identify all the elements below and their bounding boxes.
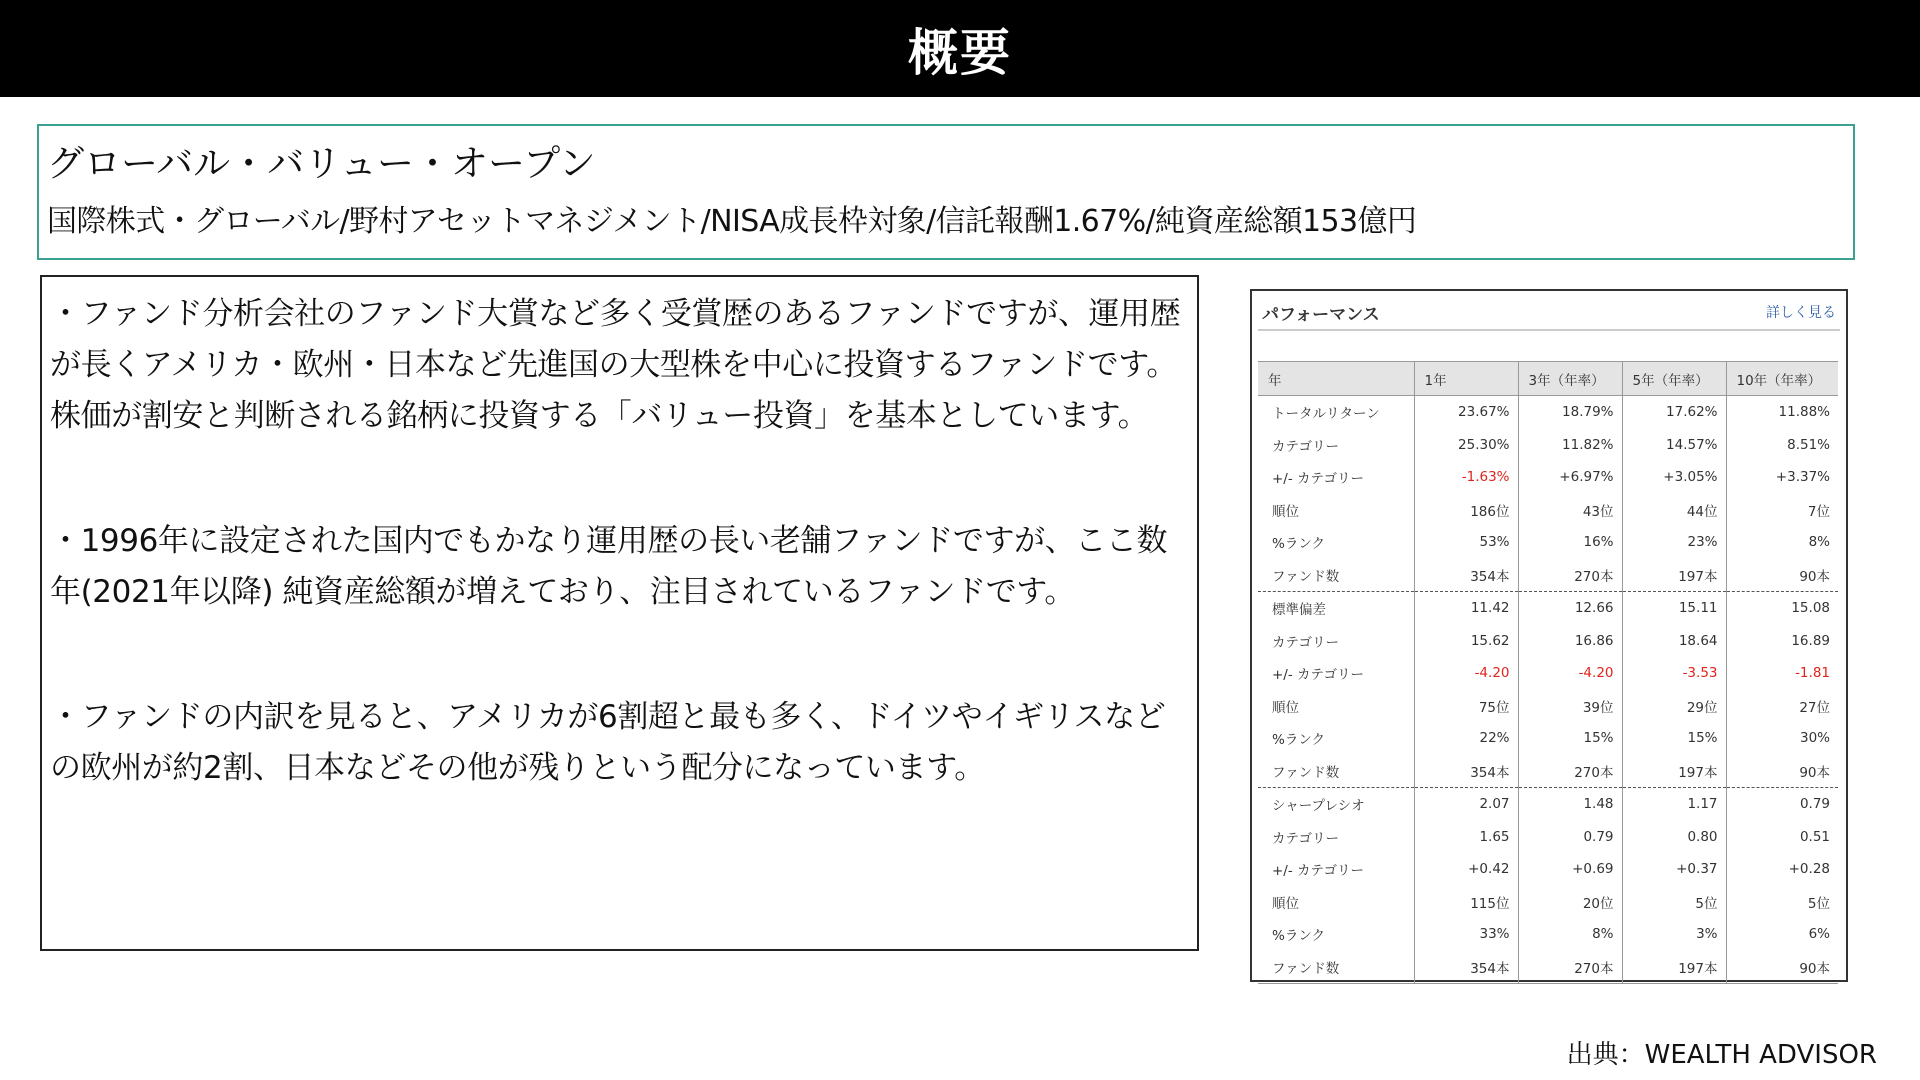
divider [1258, 329, 1840, 331]
table-row [1258, 625, 1838, 658]
table-cell: 354本 [1414, 951, 1518, 984]
table-cell: 197本 [1622, 755, 1726, 788]
table-cell: 8.51% [1726, 429, 1838, 462]
description-paragraph: ・1996年に設定された国内でもかなり運用歴の長い老舗ファンドですが、ここ数年(2021年以降) 純資産総額が増えており、注目されているファンドです。 [50, 523, 1168, 610]
table-cell: 16.89 [1726, 625, 1838, 658]
table-cell: 15% [1622, 722, 1726, 755]
fund-summary-box [37, 124, 1855, 260]
table-cell: 8% [1726, 526, 1838, 559]
performance-title: パフォーマンス [1262, 304, 1380, 325]
table-cell: +0.69 [1518, 853, 1622, 886]
row-label: カテゴリー [1272, 830, 1339, 847]
performance-table-body [1258, 396, 1838, 984]
table-cell: 6% [1726, 918, 1838, 951]
table-cell: 90本 [1726, 951, 1838, 984]
column-header: 1年 [1414, 362, 1518, 396]
row-label: 順位 [1272, 699, 1299, 716]
description-paragraph: ・ファンドの内訳を見ると、アメリカが6割超と最も多く、ドイツやイギリスなどの欧州が約2割、日本などその他が残りという配分になっています。 [50, 699, 1166, 786]
performance-panel [1250, 289, 1848, 982]
table-row [1258, 690, 1838, 723]
table-cell: 44位 [1622, 494, 1726, 527]
row-label: シャープレシオ [1258, 788, 1414, 821]
table-cell: 15.11 [1622, 592, 1726, 625]
table-cell: 29位 [1622, 690, 1726, 723]
description-box [40, 275, 1199, 951]
table-cell: -1.63% [1414, 461, 1518, 494]
table-cell: 15% [1518, 722, 1622, 755]
table-cell: -4.20 [1414, 657, 1518, 690]
performance-table [1258, 361, 1838, 984]
table-cell: 1.65 [1414, 821, 1518, 854]
row-label: カテゴリー [1272, 634, 1339, 651]
table-cell: +6.97% [1518, 461, 1622, 494]
table-cell: 75位 [1414, 690, 1518, 723]
table-cell: 53% [1414, 526, 1518, 559]
table-cell: -4.20 [1518, 657, 1622, 690]
table-cell: 11.42 [1414, 592, 1518, 625]
table-cell: 23% [1622, 526, 1726, 559]
table-cell: 17.62% [1622, 396, 1726, 429]
column-header: 3年（年率） [1518, 362, 1622, 396]
table-row [1258, 918, 1838, 951]
table-cell: 197本 [1622, 559, 1726, 592]
table-cell: +0.42 [1414, 853, 1518, 886]
table-cell: 0.79 [1726, 788, 1838, 821]
table-row [1258, 429, 1838, 462]
column-header: 10年（年率） [1726, 362, 1838, 396]
table-cell: +3.05% [1622, 461, 1726, 494]
table-cell: 27位 [1726, 690, 1838, 723]
table-cell: -1.81 [1726, 657, 1838, 690]
table-cell: 0.80 [1622, 821, 1726, 854]
row-label: 順位 [1272, 895, 1299, 912]
table-row [1258, 788, 1838, 821]
row-label: +/- カテゴリー [1272, 667, 1364, 684]
table-cell: 5位 [1622, 886, 1726, 919]
table-cell: 2.07 [1414, 788, 1518, 821]
table-row [1258, 755, 1838, 788]
table-cell: 15.62 [1414, 625, 1518, 658]
table-cell: 270本 [1518, 951, 1622, 984]
table-cell: 0.79 [1518, 821, 1622, 854]
table-row [1258, 951, 1838, 984]
table-cell: 115位 [1414, 886, 1518, 919]
row-label: トータルリターン [1272, 406, 1380, 423]
table-cell: +3.37% [1726, 461, 1838, 494]
table-cell: 16% [1518, 526, 1622, 559]
table-cell: 11.82% [1518, 429, 1622, 462]
table-header-row [1258, 362, 1838, 396]
row-label: ファンド数 [1272, 764, 1340, 781]
table-cell: 354本 [1414, 559, 1518, 592]
column-header: 5年（年率） [1622, 362, 1726, 396]
row-label: %ランク [1272, 536, 1326, 553]
table-cell: -3.53 [1622, 657, 1726, 690]
table-row [1258, 592, 1838, 625]
table-cell: 354本 [1414, 755, 1518, 788]
description-paragraph: ・ファンド分析会社のファンド大賞など多く受賞歴のあるファンドですが、運用歴が長くアメリカ・欧州・日本など先進国の大型株を中心に投資するファンドです。 株価が割安と判断される銘柄に投資する「バリュー投資」を基本としています。 [50, 296, 1181, 434]
table-cell: 1.17 [1622, 788, 1726, 821]
table-cell: 7位 [1726, 494, 1838, 527]
table-cell: 90本 [1726, 755, 1838, 788]
table-cell: 30% [1726, 722, 1838, 755]
table-cell: +0.28 [1726, 853, 1838, 886]
table-cell: 197本 [1622, 951, 1726, 984]
table-cell: 5位 [1726, 886, 1838, 919]
table-cell: 3% [1622, 918, 1726, 951]
table-row [1258, 722, 1838, 755]
table-cell: 0.51 [1726, 821, 1838, 854]
performance-header [1258, 295, 1840, 329]
table-cell: 18.79% [1518, 396, 1622, 429]
page-title: 概要 [908, 23, 1012, 82]
table-cell: 18.64 [1622, 625, 1726, 658]
table-row [1258, 396, 1838, 429]
table-cell: 33% [1414, 918, 1518, 951]
table-cell: 270本 [1518, 559, 1622, 592]
row-label: %ランク [1272, 732, 1326, 749]
table-cell: 8% [1518, 918, 1622, 951]
source-credit: 出典：WEALTH ADVISOR [1566, 1040, 1877, 1070]
table-row [1258, 461, 1838, 494]
row-label: +/- カテゴリー [1272, 471, 1364, 488]
table-row [1258, 559, 1838, 592]
row-label: +/- カテゴリー [1272, 863, 1364, 880]
table-cell: 1.48 [1518, 788, 1622, 821]
table-cell: 16.86 [1518, 625, 1622, 658]
table-cell: 22% [1414, 722, 1518, 755]
column-header: 年 [1258, 362, 1414, 396]
table-row [1258, 494, 1838, 527]
header-bar [0, 0, 1920, 97]
row-label: ファンド数 [1272, 568, 1340, 585]
row-label: 標準偏差 [1258, 592, 1414, 625]
table-cell: 15.08 [1726, 592, 1838, 625]
table-cell: 23.67% [1414, 396, 1518, 429]
table-row [1258, 657, 1838, 690]
details-link[interactable]: 詳しく見る [1766, 305, 1836, 321]
table-cell: 12.66 [1518, 592, 1622, 625]
table-row [1258, 853, 1838, 886]
table-row [1258, 886, 1838, 919]
table-cell: +0.37 [1622, 853, 1726, 886]
table-cell: 39位 [1518, 690, 1622, 723]
table-cell: 14.57% [1622, 429, 1726, 462]
table-row [1258, 526, 1838, 559]
table-cell: 20位 [1518, 886, 1622, 919]
row-label: 順位 [1272, 503, 1299, 520]
table-cell: 186位 [1414, 494, 1518, 527]
fund-meta: 国際株式・グローバル/野村アセットマネジメント/NISA成長枠対象/信託報酬1.67%/純資産総額153億円 [47, 204, 1417, 239]
table-cell: 270本 [1518, 755, 1622, 788]
table-cell: 43位 [1518, 494, 1622, 527]
fund-name: グローバル・バリュー・オープン [47, 142, 596, 185]
row-label: カテゴリー [1272, 438, 1339, 455]
table-cell: 25.30% [1414, 429, 1518, 462]
row-label: %ランク [1272, 928, 1326, 945]
table-cell: 90本 [1726, 559, 1838, 592]
row-label: ファンド数 [1258, 951, 1414, 984]
table-row [1258, 821, 1838, 854]
table-cell: 11.88% [1726, 396, 1838, 429]
